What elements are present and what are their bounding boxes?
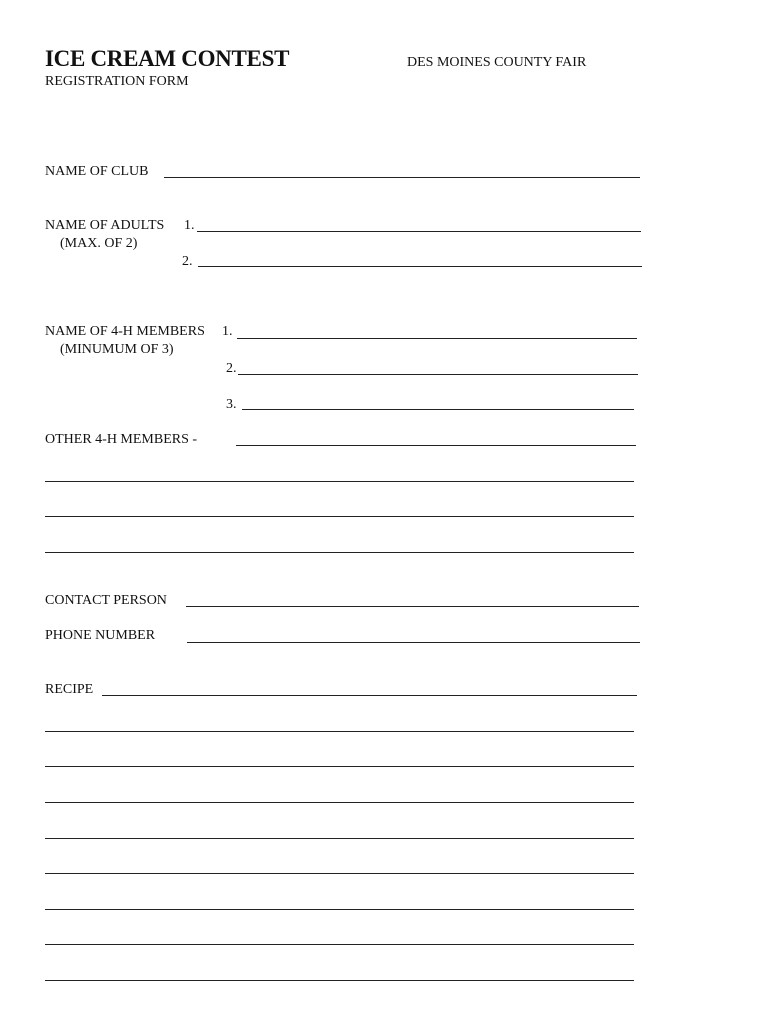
members-min-note: (MINUMUM OF 3) [60, 342, 174, 357]
form-title: ICE CREAM CONTEST [45, 46, 290, 71]
recipe-field-8[interactable] [45, 944, 634, 945]
other-member-field-3[interactable] [45, 516, 634, 517]
recipe-field-2[interactable] [45, 731, 634, 732]
recipe-field-7[interactable] [45, 909, 634, 910]
phone-number-field[interactable] [187, 642, 640, 643]
adult-2-number: 2. [182, 254, 193, 269]
recipe-field-1[interactable] [102, 695, 637, 696]
member-3-field[interactable] [242, 409, 634, 410]
adult-1-number: 1. [184, 218, 195, 233]
adults-label: NAME OF ADULTS [45, 218, 165, 233]
member-3-number: 3. [226, 397, 237, 412]
phone-number-label: PHONE NUMBER [45, 628, 156, 643]
contact-person-label: CONTACT PERSON [45, 593, 167, 608]
member-2-number: 2. [226, 361, 237, 376]
adult-1-field[interactable] [197, 231, 641, 232]
fair-name: DES MOINES COUNTY FAIR [407, 55, 587, 70]
recipe-field-5[interactable] [45, 838, 634, 839]
member-1-field[interactable] [237, 338, 637, 339]
recipe-label: RECIPE [45, 682, 94, 697]
recipe-field-6[interactable] [45, 873, 634, 874]
other-member-field-4[interactable] [45, 552, 634, 553]
other-members-label: OTHER 4-H MEMBERS - [45, 432, 198, 447]
recipe-field-4[interactable] [45, 802, 634, 803]
recipe-field-3[interactable] [45, 766, 634, 767]
club-name-field[interactable] [164, 177, 640, 178]
adult-2-field[interactable] [198, 266, 642, 267]
member-2-field[interactable] [238, 374, 638, 375]
adults-max-note: (MAX. OF 2) [60, 236, 138, 251]
club-name-label: NAME OF CLUB [45, 164, 149, 179]
members-label: NAME OF 4-H MEMBERS [45, 324, 205, 339]
other-member-field-2[interactable] [45, 481, 634, 482]
recipe-field-9[interactable] [45, 980, 634, 981]
contact-person-field[interactable] [186, 606, 639, 607]
form-subtitle: REGISTRATION FORM [45, 74, 189, 89]
member-1-number: 1. [222, 324, 233, 339]
other-member-field-1[interactable] [236, 445, 636, 446]
